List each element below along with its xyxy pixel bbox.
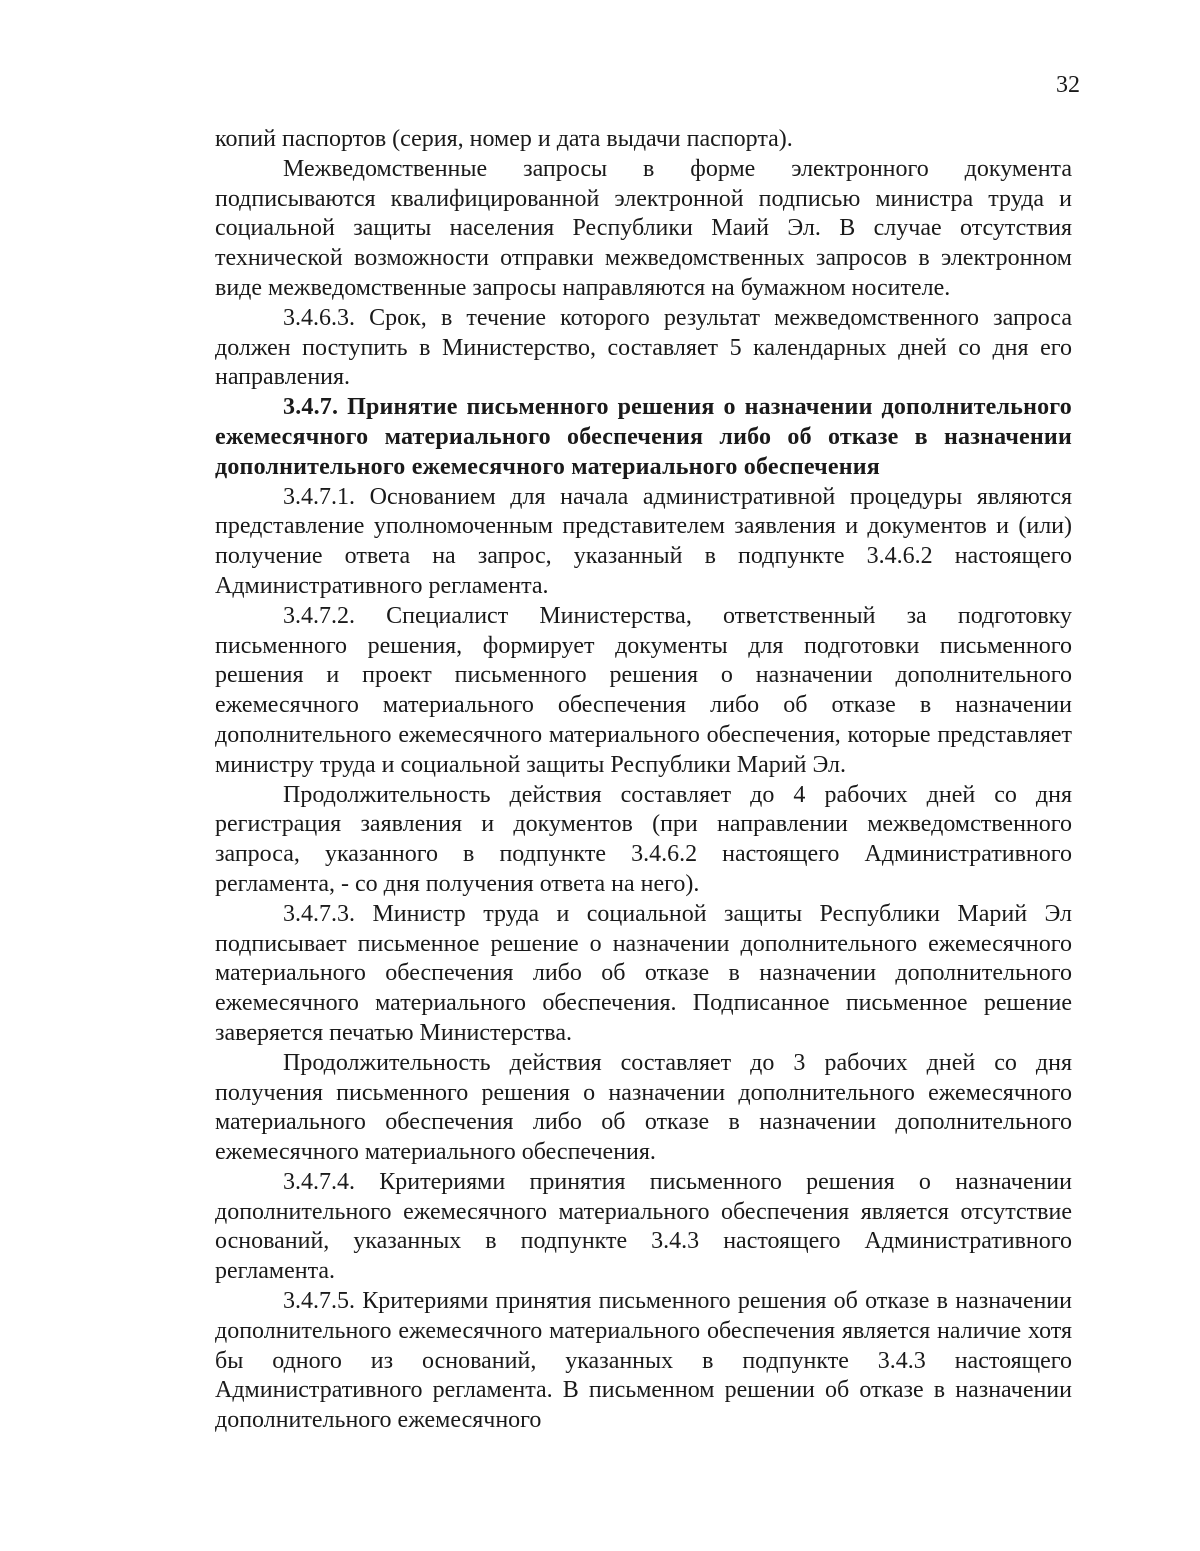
paragraph-3-4-7-2: 3.4.7.2. Специалист Министерства, ответственный за подготовку письменного решения, формирует документы для подготовки письменного решения и проект письменного решения о назначении дополнительного ежемесячного материального обеспечения либо об отказе в назначении дополнительного ежемесячного материального обеспечения, которые представляет министру труда и социальной защиты Республики Марий Эл. xyxy=(215,602,1072,778)
paragraph-3-4-7-1: 3.4.7.1. Основанием для начала административной процедуры являются представление уполномоченным представителем заявления и документов и (или) получение ответа на запрос, указанный в подпункте 3.4.6.2 настоящего Административного регламента. xyxy=(215,483,1072,599)
paragraph-3-4-7-5: 3.4.7.5. Критериями принятия письменного решения об отказе в назначении дополнительного ежемесячного материального обеспечения является наличие хотя бы одного из оснований, указанных в подпункте 3.4.3 настоящего Административного регламента. В письменном решении об отказе в назначении дополнительного ежемесячного xyxy=(215,1288,1072,1434)
paragraph-passport-copies: копий паспортов (серия, номер и дата выдачи паспорта). xyxy=(215,126,793,152)
paragraph-3-4-7-4: 3.4.7.4. Критериями принятия письменного решения о назначении дополнительного ежемесячного материального обеспечения является отсутствие оснований, указанных в подпункте 3.4.3 настоящего Административного регламента. xyxy=(215,1168,1072,1285)
paragraph-duration-3-days: Продолжительность действия составляет до 3 рабочих дней со дня получения письменного решения о назначении дополнительного ежемесячного материального обеспечения либо об отказе в назначении дополнительного ежемесячного материального обеспечения. xyxy=(215,1049,1072,1166)
paragraph-3-4-7-3: 3.4.7.3. Министр труда и социальной защиты Республики Марий Эл подписывает письменное решение о назначении дополнительного ежемесячного материального обеспечения либо об отказе в назначении дополнительного ежемесячного материального обеспечения. Подписанное письменное решение заверяется печатью Министерства. xyxy=(215,900,1072,1046)
page-number: 32 xyxy=(1056,72,1080,98)
paragraph-3-4-6-3: 3.4.6.3. Срок, в течение которого результат межведомственного запроса должен поступить в Министерство, составляет 5 календарных дней со дня его направления. xyxy=(215,304,1072,391)
paragraph-duration-4-days: Продолжительность действия составляет до 4 рабочих дней со дня регистрация заявления и документов (при направлении межведомственного запроса, указанного в подпункте 3.4.6.2 настоящего Административного регламента, - со дня получения ответа на него). xyxy=(215,781,1072,897)
document-body xyxy=(215,125,1072,1436)
paragraph-interagency-requests: Межведомственные запросы в форме электронного документа подписываются квалифицированной электронной подписью министра труда и социальной защиты населения Республики Маий Эл. В случае отсутствия технической возможности отправки межведомственных запросов в электронном виде межведомственные запросы направляются на бумажном носителе. xyxy=(215,155,1072,301)
section-heading-3-4-7: 3.4.7. Принятие письменного решения о назначении дополнительного ежемесячного материального обеспечения либо об отказе в назначении дополнительного ежемесячного материального обеспечения xyxy=(215,394,1072,480)
